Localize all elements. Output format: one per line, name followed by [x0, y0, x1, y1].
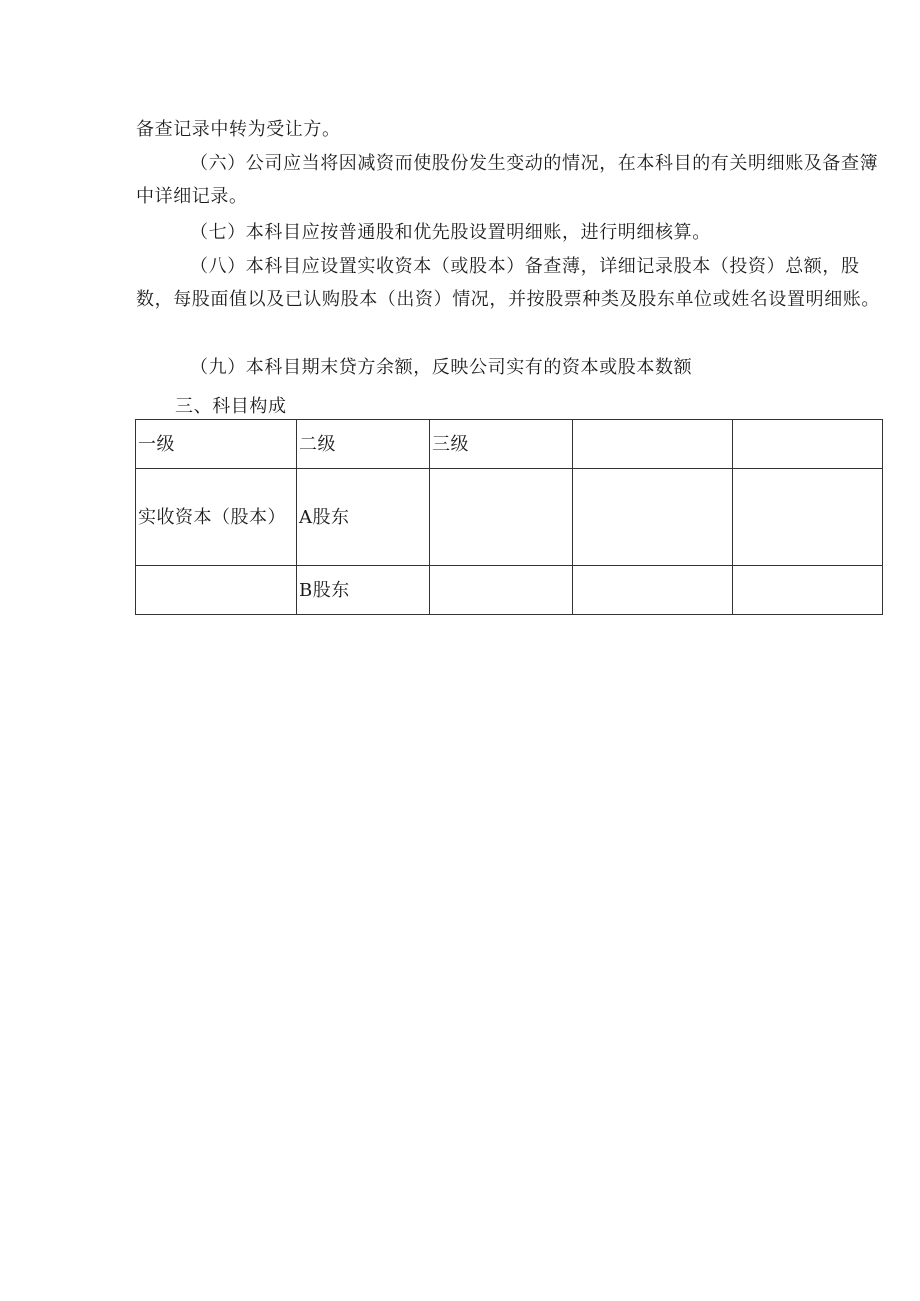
- header-cell-level-2: 二级: [297, 420, 430, 469]
- cell-col-5: [733, 566, 883, 615]
- paragraph-item-6: （六）公司应当将因减资而使股份发生变动的情况，在本科目的有关明细账及备查簿中详细记录。: [136, 153, 879, 207]
- cell-col-4: [573, 566, 733, 615]
- cell-level-1: 实收资本（股本）: [136, 469, 297, 566]
- cell-col-4: [573, 469, 733, 566]
- header-cell-level-1: 一级: [136, 420, 297, 469]
- cell-col-5: [733, 469, 883, 566]
- table-header-row: [136, 420, 883, 469]
- table-row: [136, 566, 883, 615]
- paragraph-item-9: （九）本科目期末贷方余额，反映公司实有的资本或股本数额: [190, 357, 693, 378]
- paragraph-item-8: （八）本科目应设置实收资本（或股本）备查薄，详细记录股本（投资）总额，股数，每股面值以及已认购股本（出资）情况，并按股票种类及股东单位或姓名设置明细账。: [136, 256, 880, 310]
- cell-level-3: [430, 469, 573, 566]
- header-cell-empty-5: [733, 420, 883, 469]
- paragraph-item-7: （七）本科目应按普通股和优先股设置明细账，进行明细核算。: [190, 222, 711, 243]
- section-heading: 三、科目构成: [175, 396, 287, 417]
- header-cell-empty-4: [573, 420, 733, 469]
- cell-level-3: [430, 566, 573, 615]
- cell-level-1: [136, 566, 297, 615]
- paragraph-continuation: 备查记录中转为受让方。: [136, 119, 341, 140]
- cell-level-2: B股东: [297, 566, 430, 615]
- header-cell-level-3: 三级: [430, 420, 573, 469]
- cell-level-2: A股东: [297, 469, 430, 566]
- table-row: [136, 469, 883, 566]
- account-structure-table: [135, 419, 883, 615]
